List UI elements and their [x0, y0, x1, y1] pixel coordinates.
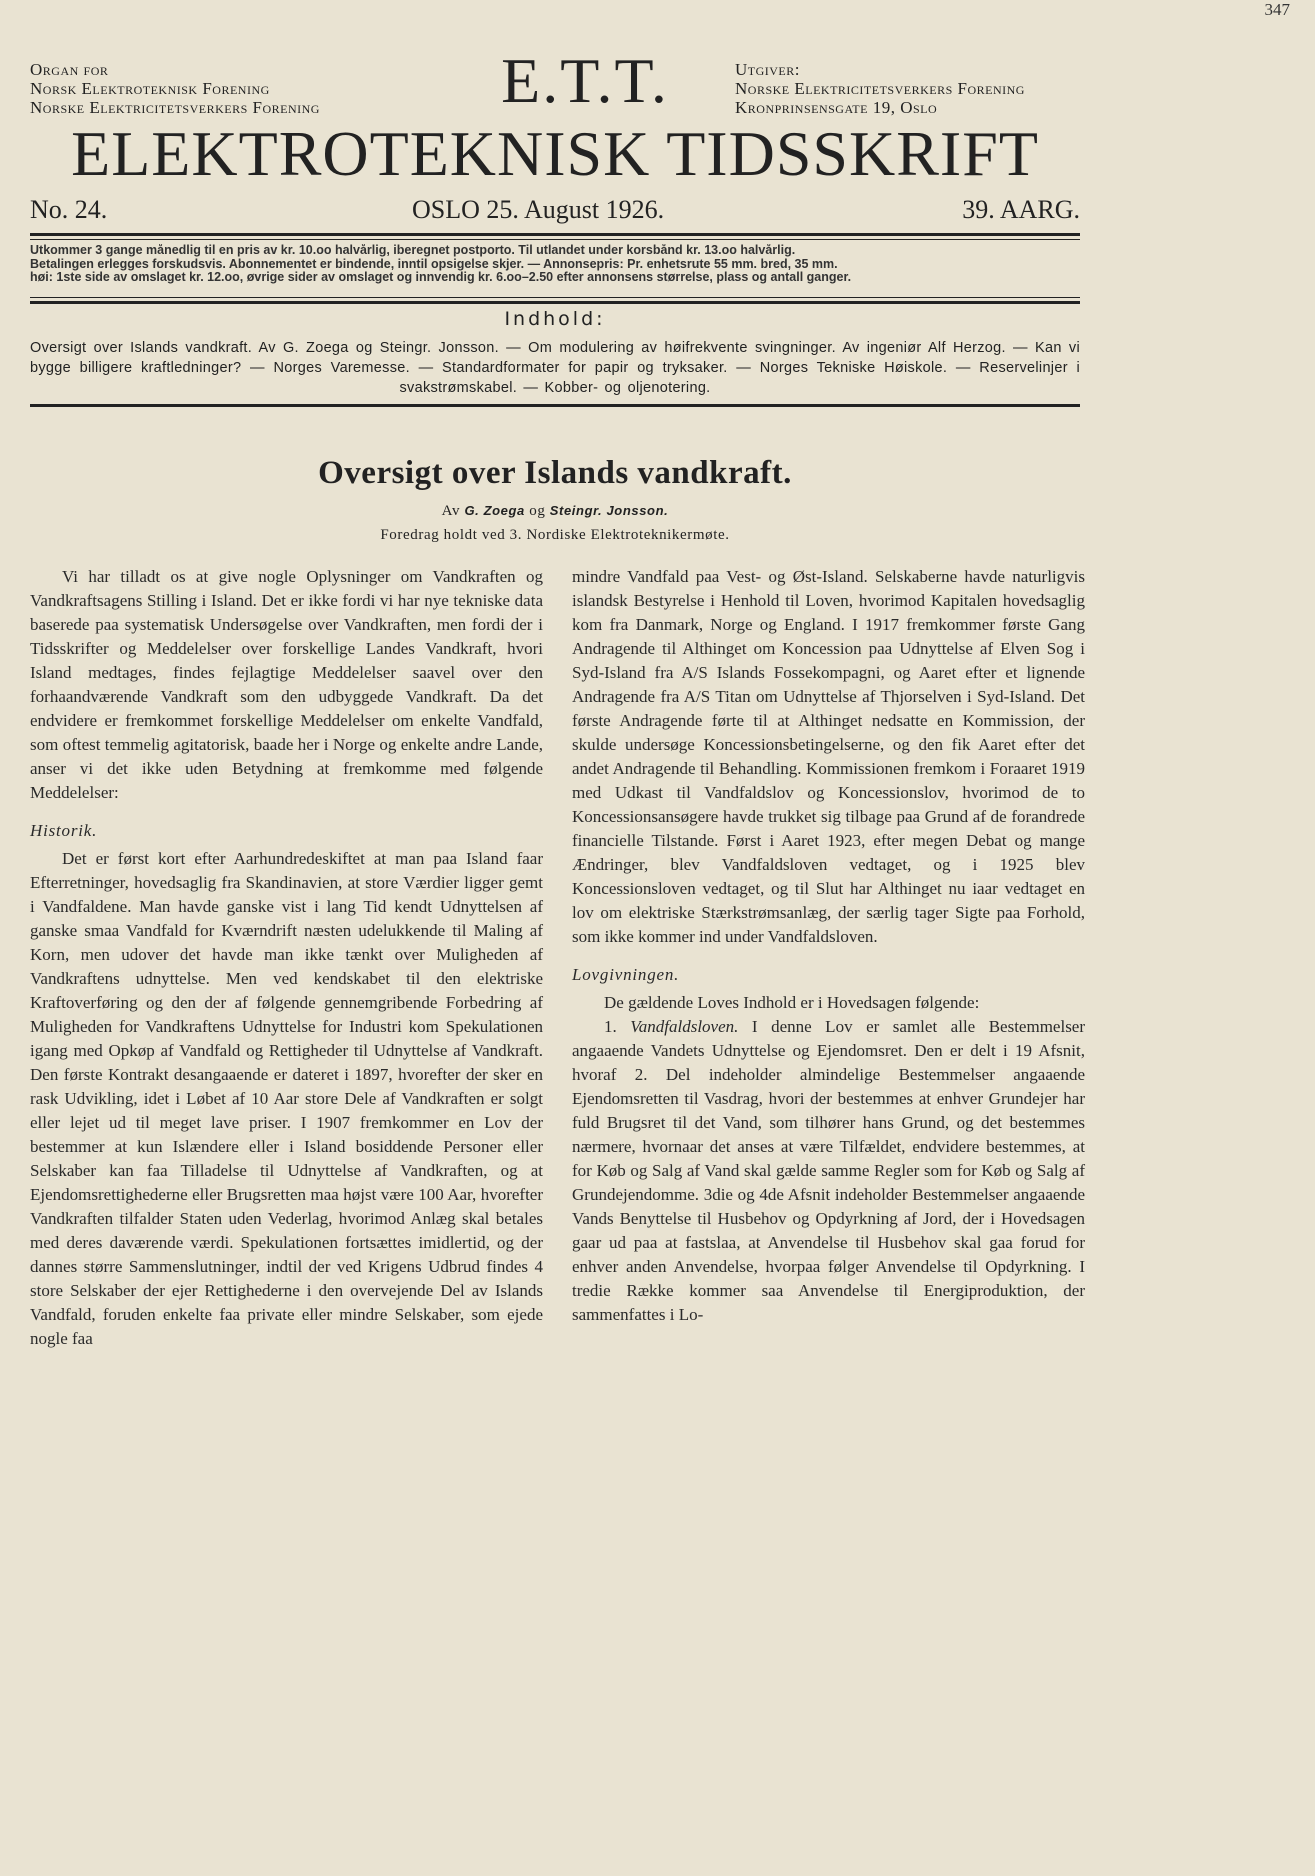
publisher-line: Norske Elektricitetsverkers Forening — [735, 79, 1025, 98]
issue-volume: 39. AARG. — [962, 195, 1080, 224]
history-paragraph: Det er først kort efter Aarhundredeskiftet at man paa Island faar Efterretninger, hovedsaglig fra Skandinavien, at store Værdier ligger gemt i Vandfaldene. Man havde ganske vist i lang Tid kendt Udnyttelsen af ganske smaa Vandfald for Kværndrift næsten udelukkende til Maling af Korn, men udover det havde man ikke tænkt over Muligheden af Vandkraftens udnyttelse. Men ved kendskabet til den elektriske Kraftoverføring og den der af følgende gennemgribende Forbedring af Muligheden for Vandkraftens Udnyttelse for Industri kom Spekulationen igang med Opkøp af Vandfald og Rettigheder til Udnyttelse af Vandkraft. Den første Kontrakt desangaaende er dateret i 1897, hvorefter der sker en rask Udvikling, idet i Løbet af 10 Aar store Dele af Vandkraften er solgt eller lejet ud til meget lave priser. I 1907 fremkommer en Lov der bestemmer at kun Islændere eller i Island bosiddende Personer eller Selskaber kan faa Tilladelse til Udnyttelse af Vandkraften, og at Ejendomsrettighederne eller Brugsretten maa højst være 100 Aar, hvorefter Vandkraften tilfalder Staten uden Vederlag, hvorimod Anlæg skal betales med deres daværende værdi. Spekulationen fortsættes imidlertid, og der dannes større Sammenslutninger, indtil der ved Krigens Udbrud findes 4 store Selskaber der ejer Rettighederne i den overvejende Del av Islands Vandfald, foruden enkelte faa private eller mindre Selskaber, som ejede nogle faa — [30, 849, 543, 1348]
ett-logo: E.T.T. — [501, 45, 669, 116]
organ-line: Organ for — [30, 60, 109, 79]
laws-intro-paragraph: De gældende Loves Indhold er i Hovedsagen følgende: — [604, 993, 980, 1012]
organ-block — [30, 60, 430, 117]
issue-date: OSLO 25. August 1926. — [412, 195, 665, 224]
continuation-paragraph: mindre Vandfald paa Vest- og Øst-Island. Selskaberne havde naturligvis islandsk Bestyrelse i Henhold til Loven, hvorimod Kapitalen hovedsaglig kom fra Danmark, Norge og England. I 1917 fremkommer første Gang Andragende til Althinget om Koncession paa Udnyttelse af Elven Sog i Syd-Island fra A/S Islands Fossekompagni, og Aaret efter et lignende Andragende fra A/S Titan om Udnyttelse af Thjorselven i Syd-Island. Det første Andragende førte til at Althinget nedsatte en Kommission, der skulde undersøge Koncessionsbetingelserne, og den fik Aaret efter det andet Andragende til Behandling. Kommissionen fremkom i Foraaret 1919 med Udkast til Vandfaldslov og Koncessionslov, hvorimod de to Koncessionsansøgere havde trukket sig tilbage paa Grund af de forandrede financielle Tilstande. Først i Aaret 1923, efter megen Debat og mange Ændringer, blev Vandfaldsloven vedtaget, og i 1925 blev Koncessionsloven vedtaget, og til Slut har Althinget nu iaar vedtaget en lov om elektriske Stærkstrømsanlæg, der særlig tager Sigte paa Forhold, som ikke kommer ind under Vandfaldsloven. — [572, 567, 1085, 946]
page-number: 347 — [1264, 0, 1290, 19]
divider-rule — [30, 233, 1080, 236]
author-2: Steingr. Jonsson. — [549, 503, 669, 518]
law-item-text: I denne Lov er samlet alle Bestemmelser angaaende Vandets Udnyttelse og Ejendomsret. Den er delt i 19 Afsnit, hvoraf 2. Del indeholder almindelige Bestemmelser angaaende Ejendomsretten til Vasdrag, hvori der bestemmes at enhver Grundejer har fuld Brugsret til det Vand, som tilhører hans Grund, og det bestemmes nærmere, hvornaar det anses at være Tilfældet, endvidere bestemmes, at for Køb og Salg af Vand skal gælde samme Regler som for Køb og Salg af Grundejendomme. 3die og 4de Afsnit indeholder Bestemmelser angaaende Vands Benyttelse til Husbehov og Opdyrkning af Jord, der i Hovedsagen gaar ud paa at fastslaa, at Anvendelse til Husbehov skal gaa forud for enhver anden Anvendelse, hvorpaa følger Anvendelse til Opdyrkning. I tredie Række kommer saa Anvendelse til Energiproduktion, der sammenfattes i Lo- — [572, 1017, 1086, 1324]
subscription-info — [30, 244, 1080, 285]
intro-paragraph: Vi har tilladt os at give nogle Oplysninger om Vandkraften og Vandkraftsagens Stilling i Island. Det er ikke fordi vi har nye tekniske data baserede paa systematisk Undersøgelse over Vandkraften, men fordi der i Tidsskrifter og Meddelelser over forskellige Landes Vandkraft, hvori Island medtages, findes fejlagtige Meddelelser saavel over den forhaandværende Vandkraft som den udbyggede Vandkraft. Da det endvidere er fremkommet forskellige Meddelelser om enkelte Vandfald, som oftest temmelig agitatorisk, baade her i Norge og enkelte andre Lande, anser vi det ikke uden Betydning at fremkomme med følgende Meddelelser: — [30, 567, 543, 802]
right-column — [572, 565, 1085, 1327]
lecture-note: Foredrag holdt ved 3. Nordiske Elektroteknikermøte. — [380, 527, 730, 543]
byline-prefix: Av — [441, 503, 461, 519]
subscription-line: høi: 1ste side av omslaget kr. 12.oo, øvrige sider av omslaget og innvendig kr. 6.oo–2.50 efter annonsens størrelse, plass og antall ganger. — [30, 271, 852, 284]
law-item-number: 1. — [604, 1017, 617, 1036]
masthead — [30, 45, 1080, 117]
issue-number: No. 24. — [30, 195, 108, 224]
section-heading-historik: Historik. — [30, 821, 98, 840]
law-item-paragraph — [572, 1015, 1085, 1327]
subscription-line: Betalingen erlegges forskudsvis. Abonnementet er bindende, inntil opsigelse skjer. — Annonsepris: Pr. enhetsrute 55 mm. bred, 35 mm. — [30, 257, 838, 271]
subscription-line: Utkommer 3 gange månedlig til en pris av kr. 10.oo halvårlig, iberegnet postporto. Til utlandet under korsbånd kr. 13.oo halvårlig. — [30, 244, 796, 257]
journal-title: ELEKTROTEKNISK TIDSSKRIFT — [71, 118, 1039, 189]
left-column — [30, 565, 543, 1351]
divider-rule — [30, 239, 1080, 240]
publisher-line: Kronprinsensgate 19, Oslo — [735, 98, 938, 117]
divider-rule — [30, 404, 1080, 407]
contents-heading: Indhold: — [504, 308, 606, 330]
divider-rule — [30, 301, 1080, 304]
byline-and: og — [529, 503, 546, 519]
law-item-title: Vandfaldsloven. — [630, 1017, 739, 1036]
organ-line: Norsk Elektroteknisk Forening — [30, 79, 270, 98]
author-1: G. Zoega — [464, 503, 525, 518]
publisher-line: Utgiver: — [735, 60, 800, 79]
divider-rule — [30, 297, 1080, 298]
organ-line: Norske Elektricitetsverkers Forening — [30, 98, 320, 117]
issue-line — [30, 195, 1080, 229]
contents-list: Oversigt over Islands vandkraft. Av G. Zoega og Steingr. Jonsson. — Om modulering av høifrekvente svingninger. Av ingeniør Alf Herzog. — Kan vi bygge billigere kraftledninger? — Norges Varemesse. — Standardformater for papir og tryksaker. — Norges Tekniske Høiskole. — Reservelinjer i svakstrømskabel. — Kobber- og oljenotering. — [30, 340, 1080, 396]
section-heading-lovgivningen: Lovgivningen. — [572, 965, 680, 984]
publisher-block — [735, 60, 1115, 117]
byline — [30, 503, 1080, 520]
article-title: Oversigt over Islands vandkraft. — [318, 455, 792, 491]
